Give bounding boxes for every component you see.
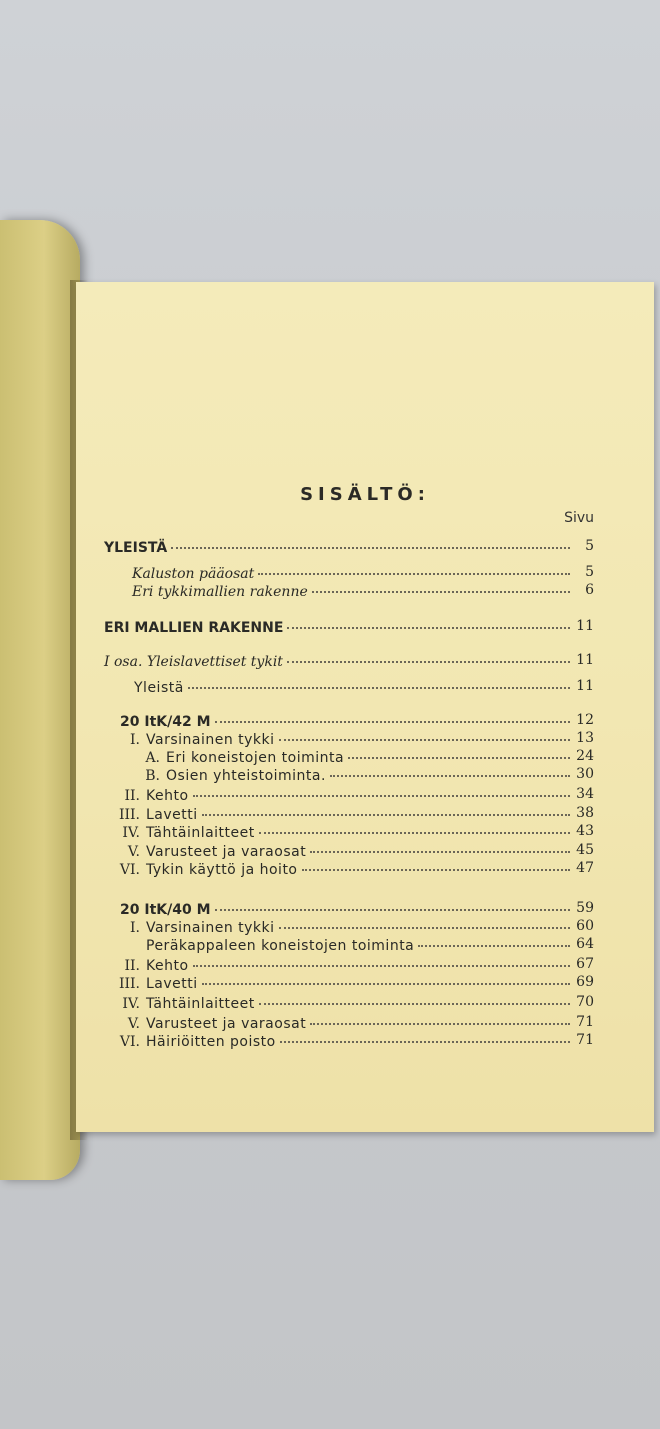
toc-entry-page: 47 [576, 860, 594, 876]
contents-page [76, 282, 654, 1132]
dot-leader [287, 661, 570, 663]
toc-entry-page: 11 [576, 652, 594, 668]
section-numeral: IV. [122, 825, 140, 841]
toc-entry-page: 12 [576, 712, 594, 728]
toc-entry [110, 805, 594, 823]
toc-entry-label [110, 807, 202, 823]
toc-entry-label [110, 1034, 280, 1050]
toc-entry [104, 652, 594, 670]
toc-entry-label [110, 862, 302, 878]
toc-entry-page: 70 [576, 994, 594, 1010]
toc-entry-label: Yleistä [134, 680, 184, 696]
section-title: Eri koneistojen toiminta [166, 750, 345, 766]
toc-entry [110, 860, 594, 878]
toc-entry-label [110, 788, 193, 804]
toc-entry [110, 842, 594, 860]
toc-entry-page: 34 [576, 786, 594, 802]
section-numeral: III. [118, 807, 140, 823]
dot-leader [215, 909, 570, 911]
dot-leader [258, 573, 570, 575]
toc-entry-label [110, 976, 202, 992]
toc-entry-label [110, 996, 259, 1012]
toc-entry [104, 618, 594, 636]
dot-leader [193, 795, 570, 797]
dot-leader [279, 927, 570, 929]
toc-entry-page: 43 [576, 823, 594, 839]
toc-entry-page: 13 [576, 730, 594, 746]
toc-entry-page: 5 [585, 564, 594, 580]
section-numeral: B. [145, 768, 160, 784]
dot-leader [418, 945, 570, 947]
section-title: Varusteet ja varaosat [146, 1016, 307, 1032]
toc-entry [120, 900, 594, 918]
section-numeral: A. [145, 750, 160, 766]
dot-leader [280, 1041, 570, 1043]
toc-entry-label [110, 732, 279, 748]
toc-entry [134, 678, 594, 696]
toc-entry [120, 712, 594, 730]
section-numeral: VI. [119, 862, 140, 878]
dot-leader [330, 775, 570, 777]
dot-leader [302, 869, 571, 871]
dot-leader [310, 1023, 570, 1025]
dot-leader [171, 547, 570, 549]
toc-entry-page: 67 [576, 956, 594, 972]
toc-entry-page: 71 [576, 1014, 594, 1030]
toc-entry-page: 11 [576, 678, 594, 694]
section-title: Lavetti [146, 807, 198, 823]
dot-leader [259, 1003, 570, 1005]
section-title: Kehto [146, 958, 189, 974]
toc-entry [110, 994, 594, 1012]
dot-leader [202, 983, 570, 985]
dot-leader [215, 721, 570, 723]
section-title: Tähtäinlaitteet [146, 825, 255, 841]
section-title: Varusteet ja varaosat [146, 844, 307, 860]
section-title: Osien yhteistoiminta. [166, 768, 326, 784]
page-column-header: Sivu [564, 510, 594, 526]
toc-entry-page: 45 [576, 842, 594, 858]
toc-entry-label [110, 844, 310, 860]
section-numeral: V. [127, 844, 140, 860]
toc-entry [130, 748, 594, 766]
section-numeral: II. [124, 958, 140, 974]
dot-leader [279, 739, 570, 741]
section-numeral: V. [127, 1016, 140, 1032]
dot-leader [259, 832, 570, 834]
toc-entry [110, 730, 594, 748]
toc-entry-label: I osa. Yleislavettiset tykit [104, 654, 283, 670]
dot-leader [348, 757, 570, 759]
section-title: Varsinainen tykki [146, 920, 275, 936]
section-numeral: IV. [122, 996, 140, 1012]
section-numeral: I. [130, 920, 140, 936]
toc-entry-page: 30 [576, 766, 594, 782]
toc-entry-page: 24 [576, 748, 594, 764]
toc-entry [110, 1014, 594, 1032]
toc-entry-label: ERI MALLIEN RAKENNE [104, 620, 284, 636]
dot-leader [312, 591, 570, 593]
toc-entry-label [110, 1016, 310, 1032]
toc-entry-page: 69 [576, 974, 594, 990]
toc-entry-label [110, 920, 279, 936]
toc-entry-label: YLEISTÄ [104, 540, 168, 556]
toc-entry-label [110, 825, 259, 841]
toc-entry [110, 1032, 594, 1050]
toc-entry [110, 786, 594, 804]
toc-entry [110, 974, 594, 992]
section-title: Tykin käyttö ja hoito [146, 862, 298, 878]
section-title: Häiriöitten poisto [146, 1034, 276, 1050]
toc-entry [110, 918, 594, 936]
toc-entry [130, 766, 594, 784]
dot-leader [193, 965, 570, 967]
section-numeral: VI. [119, 1034, 140, 1050]
toc-entry-label [130, 768, 330, 784]
toc-entry [132, 564, 594, 582]
section-title: Kehto [146, 788, 189, 804]
table-of-contents [76, 282, 654, 1132]
section-numeral: III. [118, 976, 140, 992]
facing-page-edge [0, 220, 80, 1180]
toc-entry-label: 20 ItK/42 M [120, 714, 211, 730]
toc-entry-label: Kaluston pääosat [132, 566, 255, 582]
toc-entry [110, 823, 594, 841]
toc-entry-page: 60 [576, 918, 594, 934]
toc-entry-page: 64 [576, 936, 594, 952]
toc-entry-page: 6 [585, 582, 594, 598]
toc-entry-label [110, 958, 193, 974]
dot-leader [188, 687, 570, 689]
toc-entry-label: Eri tykkimallien rakenne [132, 584, 308, 600]
toc-entry [110, 956, 594, 974]
section-title: Varsinainen tykki [146, 732, 275, 748]
toc-entry [146, 936, 594, 954]
toc-entry-label [130, 750, 348, 766]
section-numeral: I. [130, 732, 140, 748]
toc-entry-page: 11 [576, 618, 594, 634]
section-numeral: II. [124, 788, 140, 804]
page-title: SISÄLTÖ: [300, 484, 430, 505]
toc-entry [132, 582, 594, 600]
dot-leader [310, 851, 570, 853]
dot-leader [202, 814, 570, 816]
section-title: Lavetti [146, 976, 198, 992]
toc-entry-page: 59 [576, 900, 594, 916]
dot-leader [287, 627, 570, 629]
toc-entry-label: 20 ItK/40 M [120, 902, 211, 918]
toc-entry-page: 71 [576, 1032, 594, 1048]
toc-entry-page: 38 [576, 805, 594, 821]
toc-entry [104, 538, 594, 556]
toc-entry-page: 5 [585, 538, 594, 554]
toc-entry-label: Peräkappaleen koneistojen toiminta [146, 938, 415, 954]
section-title: Tähtäinlaitteet [146, 996, 255, 1012]
